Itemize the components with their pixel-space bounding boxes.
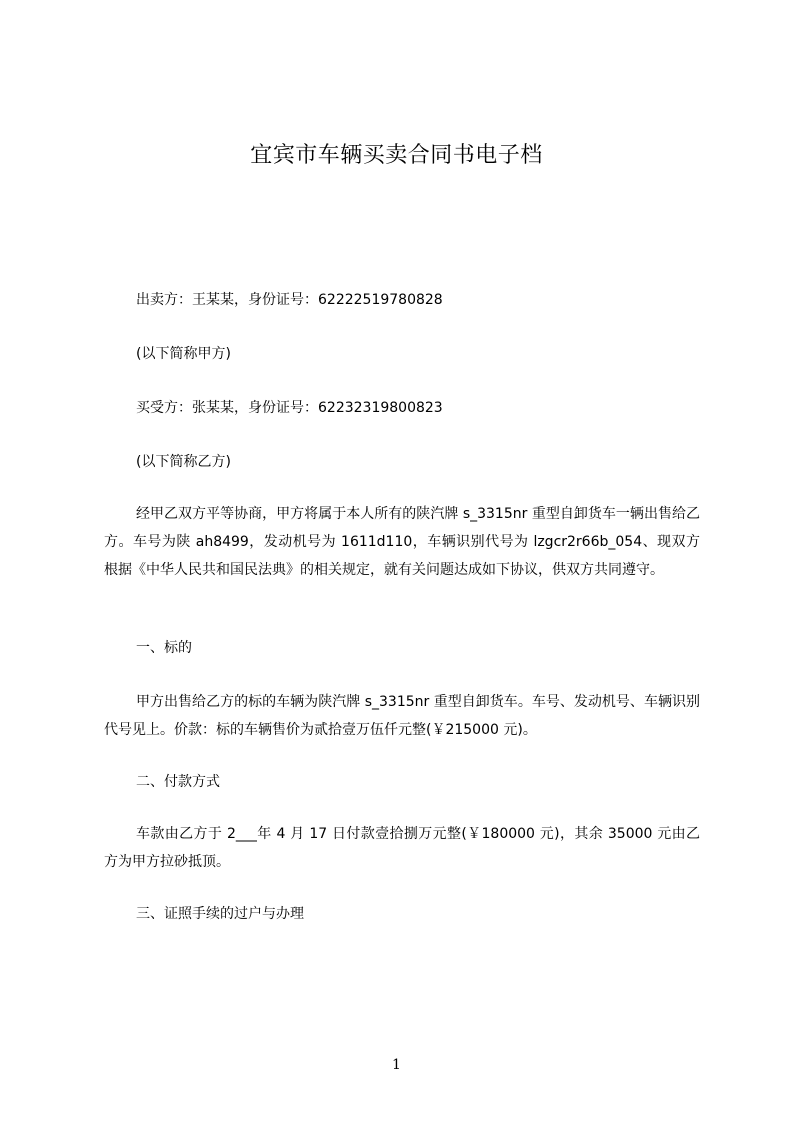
intro-paragraph: 经甲乙双方平等协商，甲方将属于本人所有的陕汽牌 s_3315nr 重型自卸货车一辆出售给乙方。车号为陕 ah8499，发动机号为 1611d110，车辆识别代号为 lzgcr2r66b_054、现双方根据《中华人民共和国民法典》的相关规定，就有关问题达成如下协议，供双方共同遵守。: [104, 506, 700, 578]
section3-heading: 三、证照手续的过户与办理: [136, 906, 304, 922]
seller-line: 出卖方：王某某，身份证号：62222519780828: [136, 292, 443, 308]
section2-paragraph: 车款由乙方于 2___年 4 月 17 日付款壹拾捌万元整(￥180000 元)，其余 35000 元由乙方为甲方拉砂抵顶。: [104, 826, 700, 870]
seller-alias: (以下简称甲方): [136, 346, 231, 362]
document-title: 宜宾市车辆买卖合同书电子档: [250, 143, 543, 168]
page-number: 1: [392, 1057, 401, 1073]
buyer-alias: (以下简称乙方): [136, 454, 231, 470]
buyer-line: 买受方：张某某，身份证号：62232319800823: [136, 400, 443, 416]
section2-heading: 二、付款方式: [136, 774, 220, 790]
section1-paragraph: 甲方出售给乙方的标的车辆为陕汽牌 s_3315nr 重型自卸货车。车号、发动机号、车辆识别代号见上。价款：标的车辆售价为贰拾壹万伍仟元整(￥215000 元)。: [104, 694, 700, 738]
section1-heading: 一、标的: [136, 640, 192, 656]
